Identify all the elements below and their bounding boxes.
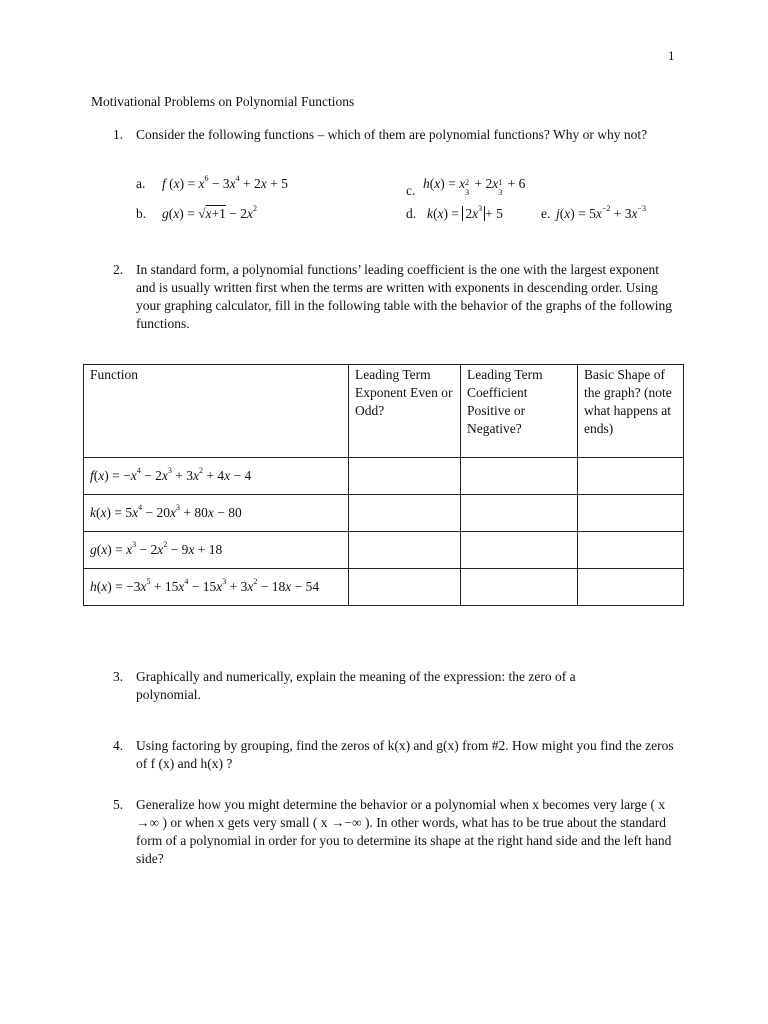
function-g: $g(x) = x^3 - 2x^2 - 9x + 18$ — [84, 532, 349, 569]
q1-item-a: f $(x) = x^6 - 3x^4 + 2x + 5$ — [162, 174, 288, 191]
page-number: 1 — [668, 48, 675, 63]
answer-cell[interactable] — [578, 532, 684, 569]
q1-item-e: $j(x) = 5x^{-2} + 3x^{-3}$ — [556, 204, 647, 221]
function-h: $h(x) = -3x^5 + 15x^4 - 15x^3 + 3x^2 - 18x - 54$ — [84, 569, 349, 606]
answer-cell[interactable] — [349, 495, 461, 532]
q4-text: Using factoring by grouping, find the zeros of k(x) and g(x) from #2. How might you find the zeros of f (x) and h(x) ? — [136, 738, 674, 771]
q2-text: In standard form, a polynomial functions’ leading coefficient is the one with the largest exponent and is usually written first when the terms are written with exponents in descending order. Using your graphing calculator, fill in the following table with the behavior of the graphs of the following functions. — [136, 262, 672, 331]
q5-text: Generalize how you might determine the behavior or a polynomial when x becomes very large ( x →∞ ) or when x gets very small ( x →−∞ ). In other words, what has to be true about the standard form of a polynomial in order for you to determine its shape at the right hand side and the left hand side? — [136, 797, 672, 866]
q3-text: Graphically and numerically, explain the meaning of the expression: the zero of a polynomial. — [136, 669, 576, 702]
q1-item-d-label: d. — [406, 206, 417, 221]
answer-cell[interactable] — [578, 458, 684, 495]
q1-item-c: h(x) = x 2 3 + 2x 1 3 + 6 — [423, 176, 526, 197]
header-function: Function — [84, 365, 349, 458]
q1-number: 1. — [113, 127, 124, 142]
table-header-row — [84, 365, 684, 458]
table-row — [84, 458, 684, 495]
table-row — [84, 569, 684, 606]
table-row — [84, 495, 684, 532]
answer-cell[interactable] — [349, 532, 461, 569]
q1-item-e-label: e. — [541, 206, 551, 221]
function-f: $f(x) = -x^4 - 2x^3 + 3x^2 + 4x - 4$ — [84, 458, 349, 495]
answer-cell[interactable] — [461, 495, 578, 532]
q1-item-c-label: c. — [406, 183, 416, 198]
q2-number: 2. — [113, 262, 124, 277]
header-exponent: Leading Term Exponent Even or Odd? — [349, 365, 461, 458]
answer-cell[interactable] — [578, 495, 684, 532]
q1-text: Consider the following functions – which of them are polynomial functions? Why or why not? — [136, 127, 648, 142]
answer-cell[interactable] — [461, 458, 578, 495]
function-k: $k(x) = 5x^4 - 20x^3 + 80x - 80$ — [84, 495, 349, 532]
q1-item-d: $k(x) = 2x^3 + 5$ — [427, 204, 503, 221]
answer-cell[interactable] — [578, 569, 684, 606]
q1-item-b-label: b. — [136, 206, 147, 221]
header-shape: Basic Shape of the graph? (note what happens at ends) — [578, 365, 684, 458]
q4-number: 4. — [113, 738, 124, 753]
q5-number: 5. — [113, 797, 124, 812]
answer-cell[interactable] — [349, 458, 461, 495]
header-coefficient: Leading Term Coefficient Positive or Negative? — [461, 365, 578, 458]
table-row — [84, 532, 684, 569]
q1-item-a-label: a. — [136, 176, 146, 191]
behavior-table — [83, 364, 684, 606]
q3-number: 3. — [113, 669, 124, 684]
answer-cell[interactable] — [461, 569, 578, 606]
answer-cell[interactable] — [461, 532, 578, 569]
q1-item-b: $g(x) = √x+1 - 2x^2$ — [162, 204, 258, 221]
answer-cell[interactable] — [349, 569, 461, 606]
worksheet-title: Motivational Problems on Polynomial Functions — [91, 94, 355, 109]
